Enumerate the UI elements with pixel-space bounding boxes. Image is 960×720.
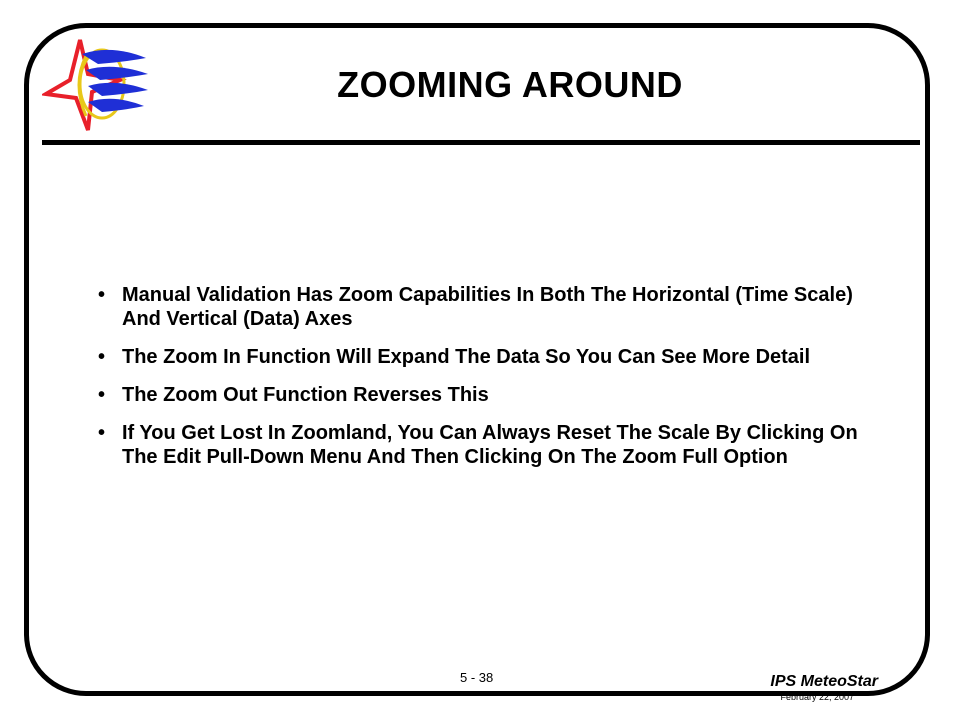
footer-date: February 22, 2007	[780, 692, 854, 702]
bullet-marker: •	[98, 284, 106, 306]
title-divider	[42, 140, 920, 145]
bullet-item	[96, 383, 876, 407]
bullet-text: The Zoom Out Function Reverses This	[122, 384, 489, 406]
bullet-text: Manual Validation Has Zoom Capabilities In Both The Horizontal (Time Scale) And Vertical (Data) Axes	[122, 284, 853, 330]
bullet-marker: •	[98, 422, 106, 444]
bullet-marker: •	[98, 346, 106, 368]
bullet-item	[96, 345, 876, 369]
bullet-list	[96, 283, 876, 483]
slide-title: ZOOMING AROUND	[337, 64, 683, 105]
bullet-item	[96, 421, 876, 469]
footer-brand: IPS MeteoStar	[770, 673, 878, 690]
bullet-marker: •	[98, 384, 106, 406]
bullet-text: If You Get Lost In Zoomland, You Can Always Reset The Scale By Clicking On The Edit Pull-Down Menu And Then Clicking On The Zoom Full Option	[122, 422, 858, 468]
bullet-text: The Zoom In Function Will Expand The Data So You Can See More Detail	[122, 346, 811, 368]
star-globe-logo-icon	[42, 36, 152, 136]
page-number: 5 - 38	[460, 670, 494, 685]
bullet-item	[96, 283, 876, 331]
